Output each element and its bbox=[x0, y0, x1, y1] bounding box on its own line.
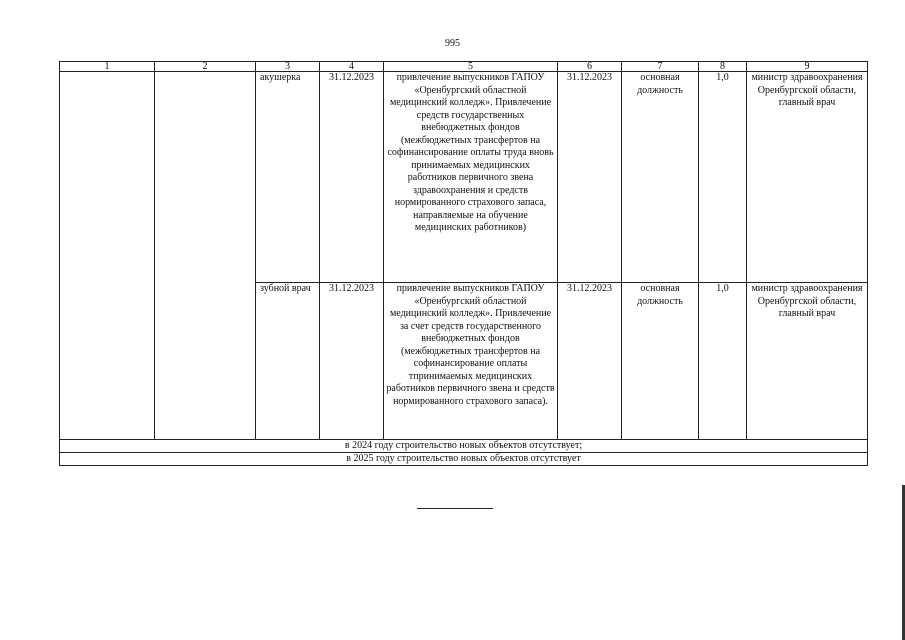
cell-col2 bbox=[155, 72, 256, 440]
header-cell-6: 6 bbox=[558, 62, 622, 72]
header-row bbox=[60, 62, 868, 72]
summary-row bbox=[60, 440, 868, 453]
cell-position: акушерка bbox=[256, 72, 320, 283]
cell-responsible: министр здравоохранения Оренбургской области, главный врач bbox=[747, 72, 868, 283]
table-row bbox=[60, 72, 868, 283]
footer-divider bbox=[417, 508, 493, 509]
summary-row bbox=[60, 453, 868, 466]
page-number: 995 bbox=[445, 38, 460, 49]
cell-responsible: министр здравоохранения Оренбургской области, главный врач bbox=[747, 283, 868, 440]
summary-2024: в 2024 году строительство новых объектов отсутствует; bbox=[60, 440, 868, 453]
cell-rate: 1,0 bbox=[699, 283, 747, 440]
header-cell-4: 4 bbox=[320, 62, 384, 72]
cell-deadline: 31.12.2023 bbox=[558, 283, 622, 440]
header-cell-5: 5 bbox=[384, 62, 558, 72]
cell-date: 31.12.2023 bbox=[320, 72, 384, 283]
cell-employment-type: основная должность bbox=[622, 72, 699, 283]
cell-date: 31.12.2023 bbox=[320, 283, 384, 440]
cell-col1 bbox=[60, 72, 155, 440]
cell-employment-type: основная должность bbox=[622, 283, 699, 440]
cell-rate: 1,0 bbox=[699, 72, 747, 283]
header-cell-3: 3 bbox=[256, 62, 320, 72]
summary-2025: в 2025 году строительство новых объектов отсутствует bbox=[60, 453, 868, 466]
header-cell-9: 9 bbox=[747, 62, 868, 72]
header-cell-1: 1 bbox=[60, 62, 155, 72]
header-cell-8: 8 bbox=[699, 62, 747, 72]
header-cell-7: 7 bbox=[622, 62, 699, 72]
cell-position: зубной врач bbox=[256, 283, 320, 440]
cell-deadline: 31.12.2023 bbox=[558, 72, 622, 283]
staffing-table bbox=[59, 61, 868, 466]
cell-measures: привлечение выпускников ГАПОУ «Оренбургский областной медицинский колледж». Привлечение средств государственных внебюджетных фондов (межбюджетных трансфертов на софинансирование оплаты труда вновь принимаемых медицинских работников первичного звена здравоохранения и средств нормированного страхового запаса, направляемые на обучение медицинских работников) bbox=[384, 72, 558, 283]
cell-measures: привлечение выпускников ГАПОУ «Оренбургский областной медицинский колледж». Привлечение за счет средств государственного внебюджетных фондов (межбюджетных трансфертов на софинансирование оплаты тпринимаемых медицинских работников первичного звена и средств нормированного страхового запаса). bbox=[384, 283, 558, 440]
header-cell-2: 2 bbox=[155, 62, 256, 72]
